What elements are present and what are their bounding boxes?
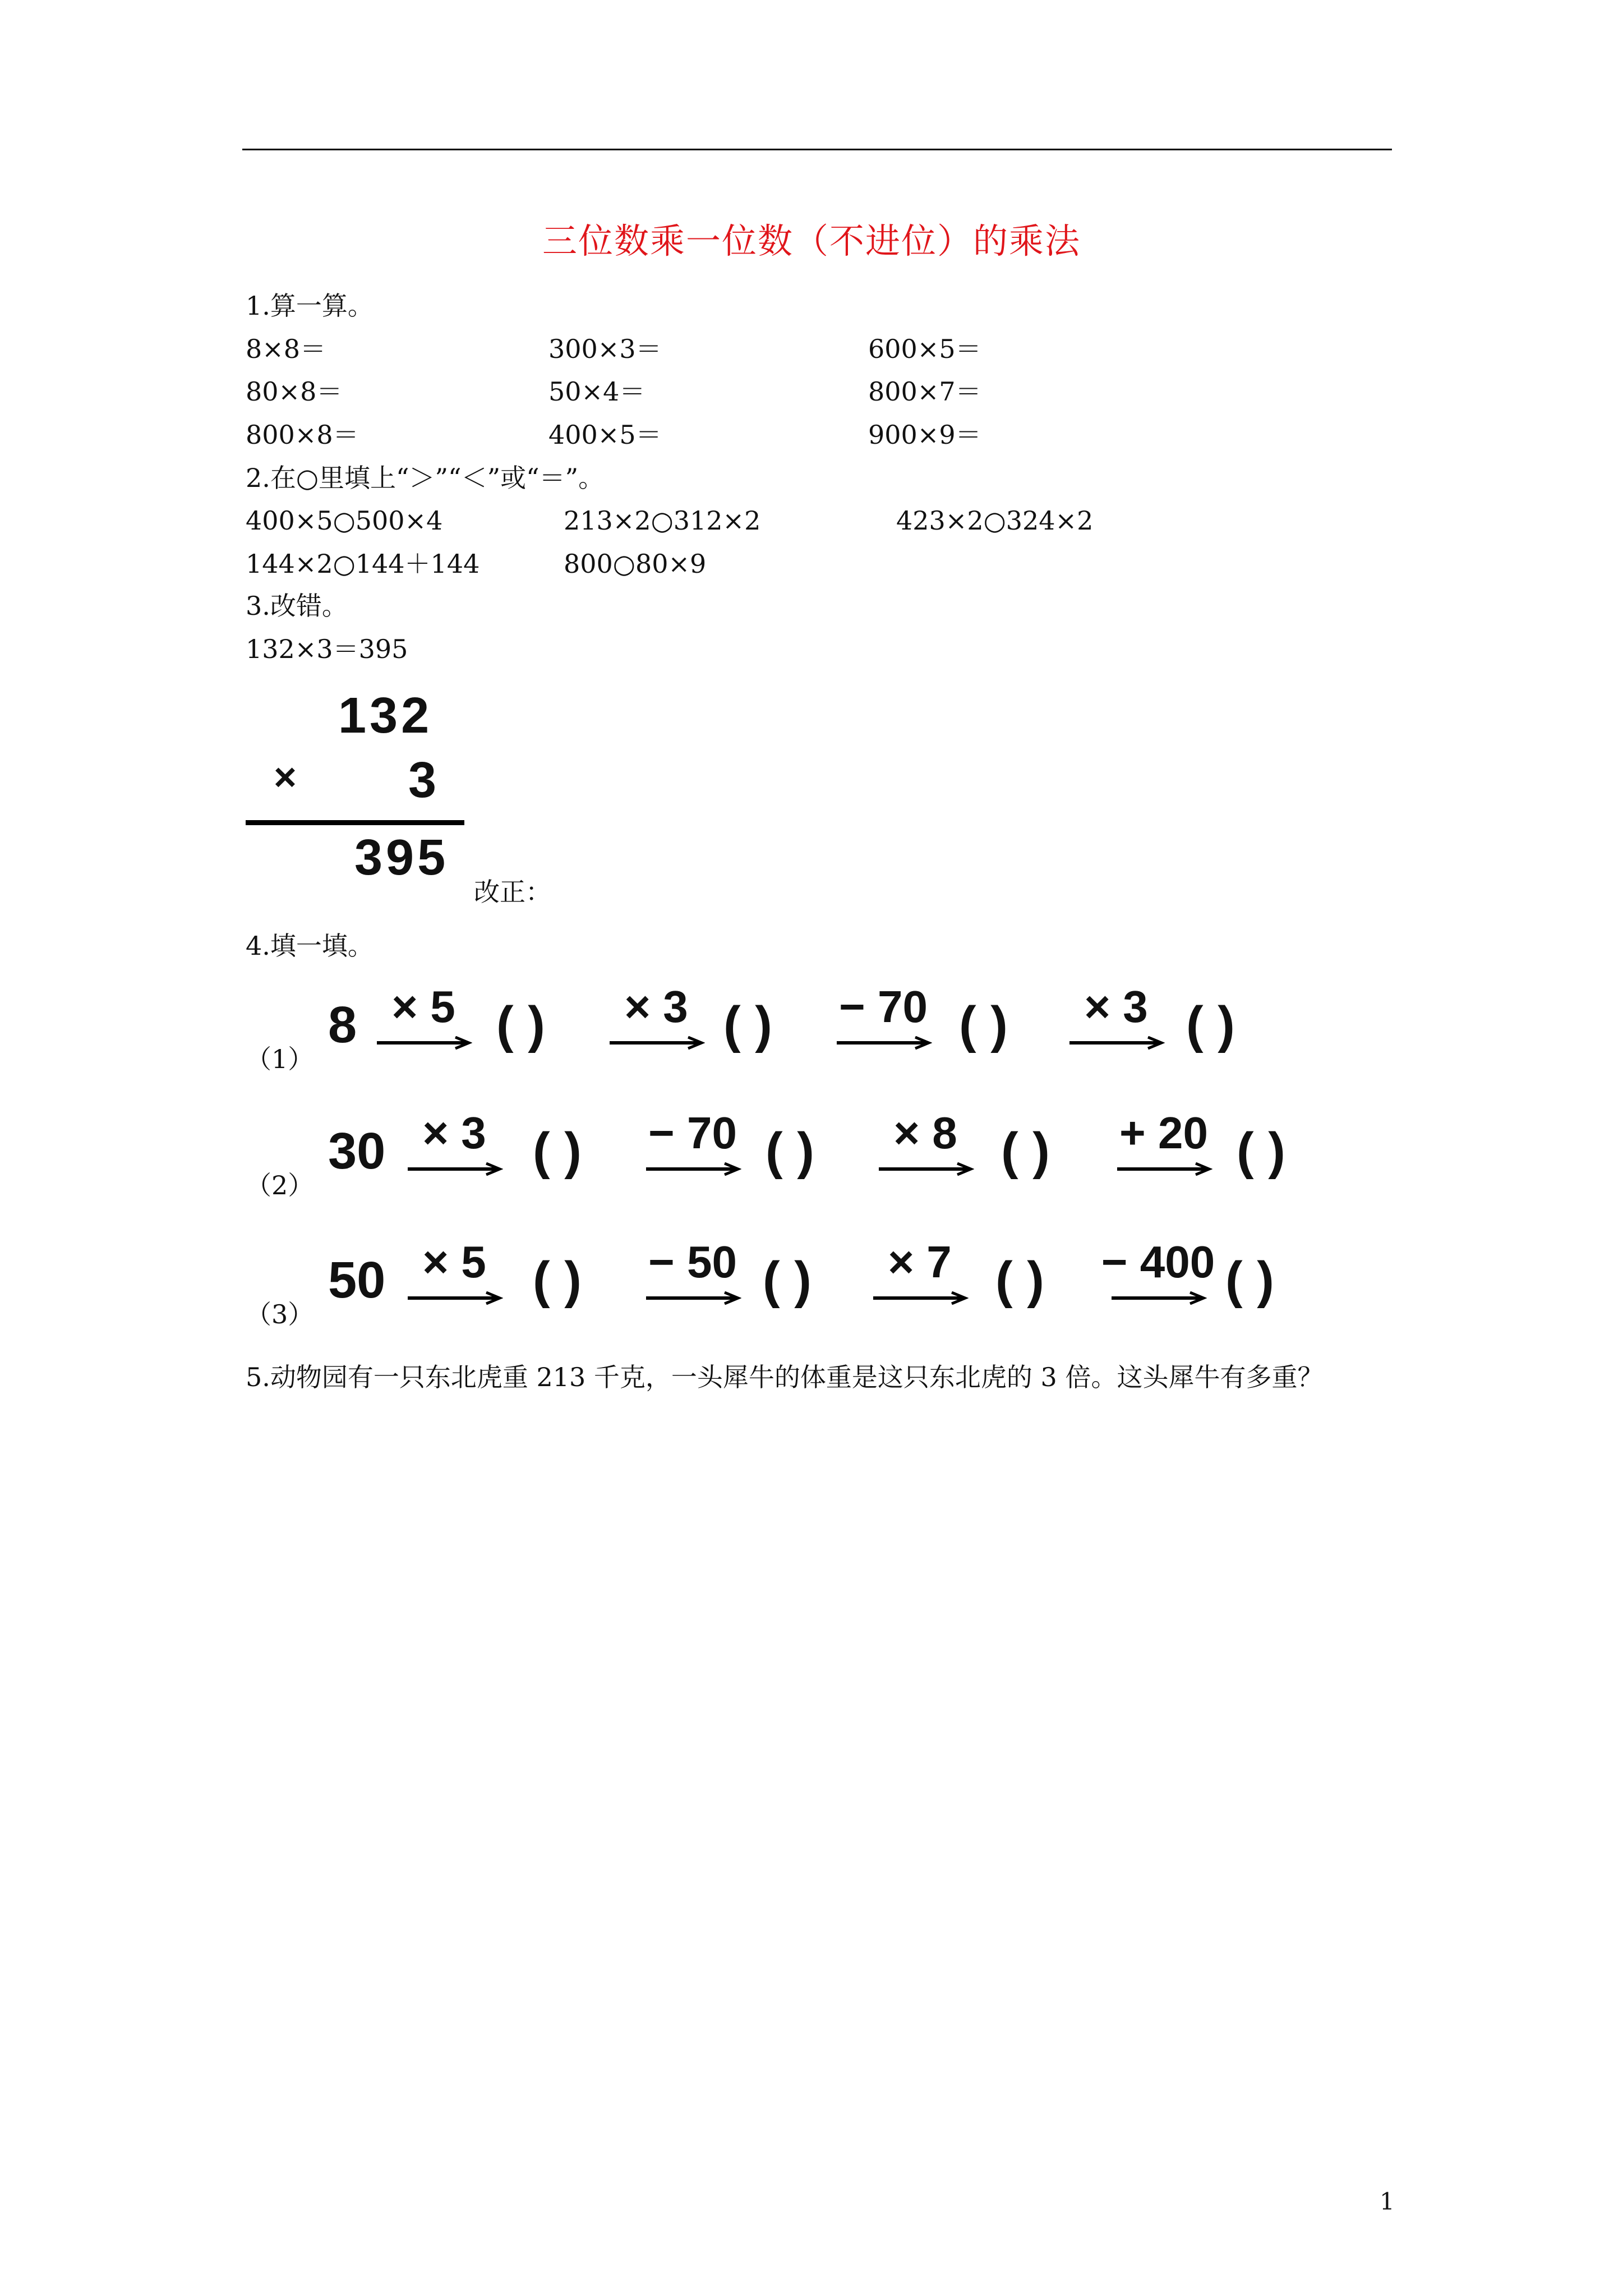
chain-label: （3） — [246, 1299, 314, 1329]
right-arrow-icon — [610, 1036, 705, 1050]
chain-start-value: 50 — [328, 1251, 386, 1309]
chain-operation: × 7 — [888, 1237, 952, 1287]
q2-item: 423×2○324×2 — [896, 505, 1094, 536]
chain-operation: + 20 — [1119, 1108, 1208, 1158]
vm-result: 395 — [354, 830, 449, 886]
answer-blank[interactable]: ( ) — [766, 1122, 814, 1180]
q2-heading: 2.在○里填上“＞”“＜”或“＝”。 — [246, 463, 605, 493]
right-arrow-icon — [837, 1036, 932, 1050]
chain-operation: − 70 — [648, 1108, 737, 1158]
right-arrow-icon — [408, 1291, 503, 1305]
chain-operation: − 50 — [648, 1237, 737, 1287]
header-rule — [242, 149, 1392, 150]
q1-heading: 1.算一算。 — [246, 291, 374, 321]
right-arrow-icon — [646, 1291, 741, 1305]
q1-item: 50×4＝ — [548, 376, 645, 407]
right-arrow-icon — [873, 1291, 969, 1305]
chain-operation: × 5 — [422, 1237, 486, 1287]
page-title: 三位数乘一位数（不进位）的乘法 — [542, 220, 1081, 261]
chain-label: （1） — [246, 1044, 314, 1074]
chain-label: （2） — [246, 1170, 314, 1200]
fill-chain-2 — [0, 1108, 1623, 1212]
chain-operation: × 8 — [893, 1108, 957, 1158]
q2-item: 400×5○500×4 — [246, 505, 443, 536]
chain-operation: × 3 — [624, 982, 688, 1032]
fill-chain-1 — [0, 984, 1623, 1085]
right-arrow-icon — [1117, 1162, 1212, 1176]
q1-item: 400×5＝ — [548, 420, 662, 450]
q1-item: 80×8＝ — [246, 376, 343, 407]
answer-blank[interactable]: ( ) — [533, 1251, 582, 1309]
answer-blank[interactable]: ( ) — [1186, 996, 1235, 1053]
q1-item: 900×9＝ — [868, 420, 981, 450]
fill-chain-3 — [0, 1237, 1623, 1341]
answer-blank[interactable]: ( ) — [533, 1122, 582, 1180]
answer-blank[interactable]: ( ) — [959, 996, 1008, 1053]
q3-heading: 3.改错。 — [246, 591, 348, 621]
answer-blank[interactable]: ( ) — [1237, 1122, 1285, 1180]
q2-item: 144×2○144＋144 — [246, 549, 480, 579]
chain-start-value: 8 — [328, 996, 357, 1053]
answer-blank[interactable]: ( ) — [1001, 1122, 1050, 1180]
q3-equation: 132×3＝395 — [246, 634, 408, 664]
chain-operation: × 3 — [1084, 982, 1148, 1032]
vm-multiplier: 3 — [408, 752, 437, 808]
q1-item: 800×7＝ — [868, 376, 981, 407]
right-arrow-icon — [646, 1162, 741, 1176]
answer-blank[interactable]: ( ) — [496, 996, 545, 1053]
right-arrow-icon — [1069, 1036, 1165, 1050]
chain-operation: × 3 — [422, 1108, 486, 1158]
vm-divider-line — [246, 820, 464, 825]
vm-times-sign: × — [274, 755, 297, 799]
chain-operation: − 400 — [1101, 1237, 1215, 1287]
vm-top-number: 132 — [338, 688, 433, 744]
page-number: 1 — [1380, 2188, 1395, 2215]
chain-operation: × 5 — [391, 982, 455, 1032]
q1-item: 600×5＝ — [868, 334, 981, 364]
correction-label: 改正： — [474, 877, 551, 907]
chain-start-value: 30 — [328, 1122, 386, 1180]
q1-item: 300×3＝ — [548, 334, 662, 364]
q2-item: 213×2○312×2 — [564, 505, 761, 536]
chain-operation: − 70 — [839, 982, 928, 1032]
answer-blank[interactable]: ( ) — [723, 996, 772, 1053]
q5-word-problem: 5.动物园有一只东北虎重 213 千克，一头犀牛的体重是这只东北虎的 3 倍。这头犀牛有多重？ — [246, 1362, 1324, 1392]
answer-blank[interactable]: ( ) — [1225, 1251, 1274, 1309]
right-arrow-icon — [879, 1162, 974, 1176]
q1-item: 8×8＝ — [246, 334, 326, 364]
right-arrow-icon — [377, 1036, 472, 1050]
q4-heading: 4.填一填。 — [246, 931, 374, 961]
q2-item: 800○80×9 — [564, 549, 707, 579]
answer-blank[interactable]: ( ) — [763, 1251, 811, 1309]
right-arrow-icon — [1112, 1291, 1207, 1305]
q1-item: 800×8＝ — [246, 420, 359, 450]
answer-blank[interactable]: ( ) — [995, 1251, 1044, 1309]
right-arrow-icon — [408, 1162, 503, 1176]
